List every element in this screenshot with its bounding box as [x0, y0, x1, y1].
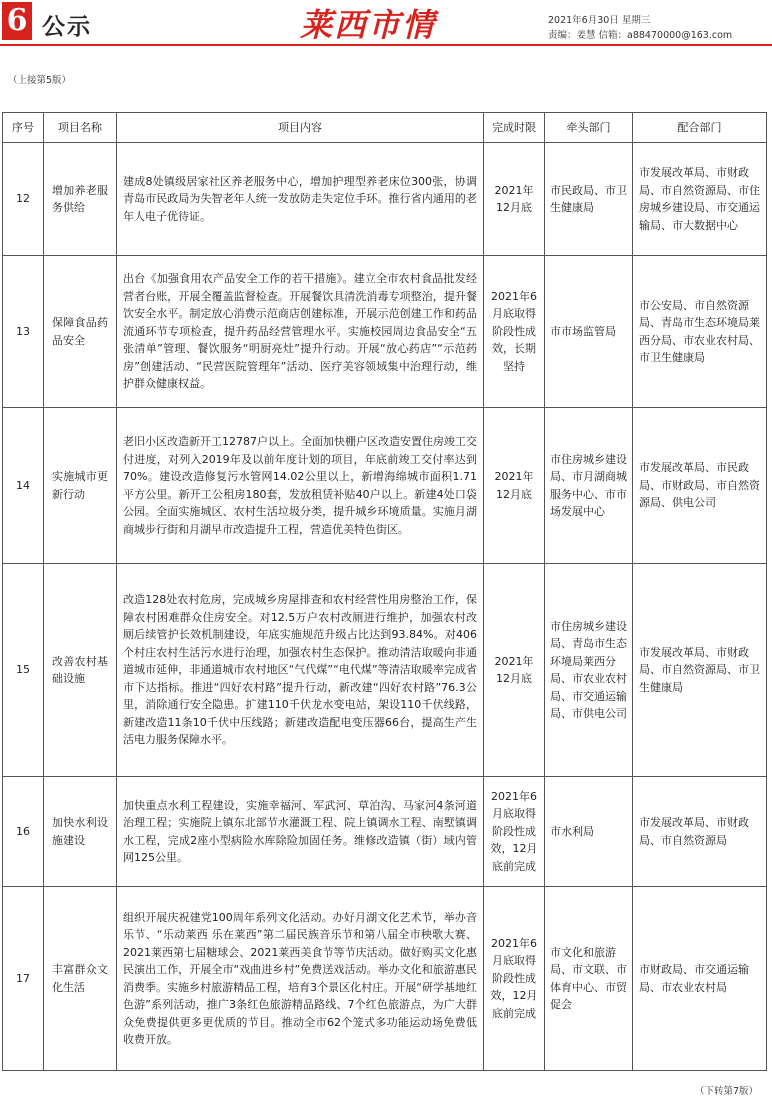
header-content: 项目内容: [117, 113, 484, 143]
table-row: [3, 256, 767, 408]
deadline: 2021年12月底: [484, 408, 545, 564]
header-deadline: 完成时限: [484, 113, 545, 143]
project-name: 改善农村基础设施: [44, 564, 117, 777]
deadline: 2021年12月底: [484, 564, 545, 777]
lead-department: 市文化和旅游局、市文联、市体育中心、市贸促会: [545, 887, 633, 1071]
lead-department: 市住房城乡建设局、青岛市生态环境局莱西分局、市农业农村局、市交通运输局、市供电公司: [545, 564, 633, 777]
cooperating-departments: 市发展改革局、市财政局、市自然资源局、市卫生健康局: [633, 564, 767, 777]
table-row: [3, 408, 767, 564]
cooperating-departments: 市发展改革局、市财政局、市自然资源局、市住房城乡建设局、市交通运输局、市大数据中心: [633, 143, 767, 256]
project-content: 组织开展庆祝建党100周年系列文化活动。办好月湖文化艺术节，举办音乐节、“乐动莱西 乐在莱西”第二届民族音乐节和第八届全市秧歌大赛、2021莱西第七届糖球会、2021莱西美食节等节庆活动。做好购买文化惠民演出工作，开展全市“戏曲进乡村”免费送戏活动。举办文化和旅游惠民消费季。实施乡村旅游精品工程，培育3个景区化村庄。开展“研学基地红色游”系列活动，推广3条红色旅游精品路线、7个红色旅游点，为广大群众免费提供更多更优质的节目。推动全市62个笼式多功能运动场免费低收费开放。: [117, 887, 484, 1071]
continued-from-note: （上接第5版）: [8, 75, 72, 86]
lead-department: 市水利局: [545, 777, 633, 887]
page-number: 6: [2, 2, 32, 40]
table-row: [3, 143, 767, 256]
cooperating-departments: 市发展改革局、市财政局、市自然资源局: [633, 777, 767, 887]
cooperating-departments: 市公安局、市自然资源局、青岛市生态环境局莱西分局、市农业农村局、市卫生健康局: [633, 256, 767, 408]
project-content: 出台《加强食用农产品安全工作的若干措施》。建立全市农村食品批发经营者台账，开展全覆盖监督检查。开展餐饮具清洗消毒专项整治，提升餐饮安全水平。制定放心消费示范商店创建标准，开展示范创建工作和药品流通环节专项检查，提升药品经营管理水平。实施校园周边食品安全“五张清单”管理、餐饮服务“明厨亮灶”提升行动。开展“放心药店”“示范药房”创建活动、“民营医院管理年”活动、医疗美容领域集中治理行动，维护群众健康权益。: [117, 256, 484, 408]
lead-department: 市民政局、市卫生健康局: [545, 143, 633, 256]
row-number: 15: [3, 564, 44, 777]
cooperating-departments: 市财政局、市交通运输局、市农业农村局: [633, 887, 767, 1071]
deadline: 2021年6月底取得阶段性成效，12月底前完成: [484, 777, 545, 887]
cooperating-departments: 市发展改革局、市民政局、市财政局、市自然资源局、供电公司: [633, 408, 767, 564]
row-number: 17: [3, 887, 44, 1071]
header-no: 序号: [3, 113, 44, 143]
header-rule: [0, 44, 772, 46]
header-coop: 配合部门: [633, 113, 767, 143]
project-content: 建成8处镇级居家社区养老服务中心，增加护理型养老床位300张，协调青岛市民政局为失智老年人统一发放防走失定位手环。推行省内通用的老年人电子优待证。: [117, 143, 484, 256]
project-name: 保障食品药品安全: [44, 256, 117, 408]
row-number: 13: [3, 256, 44, 408]
masthead-logo: 莱西市情: [300, 6, 437, 44]
section-title: 公示: [42, 14, 92, 40]
row-number: 16: [3, 777, 44, 887]
table-row: [3, 564, 767, 777]
continued-to-note: （下转第7版）: [694, 1086, 758, 1097]
table-row: [3, 777, 767, 887]
deadline: 2021年6月底取得阶段性成效，长期坚持: [484, 256, 545, 408]
deadline: 2021年6月底取得阶段性成效，12月底前完成: [484, 887, 545, 1071]
project-name: 丰富群众文化生活: [44, 887, 117, 1071]
lead-department: 市市场监管局: [545, 256, 633, 408]
header-name: 项目名称: [44, 113, 117, 143]
project-content: 加快重点水利工程建设，实施幸福河、军武河、草泊沟、马家河4条河道治理工程；实施院上镇东北部节水灌溉工程、院上镇调水工程、南墅镇调水工程，完成2座小型病险水库除险加固任务。维修改造镇（街）域内管网125公里。: [117, 777, 484, 887]
row-number: 14: [3, 408, 44, 564]
project-table: [2, 112, 767, 1071]
deadline: 2021年12月底: [484, 143, 545, 256]
table-header-row: [3, 113, 767, 143]
table-row: [3, 887, 767, 1071]
editor-line: 责编：姜慧 信箱：a88470000@163.com: [548, 30, 733, 41]
page-header: [0, 0, 772, 44]
row-number: 12: [3, 143, 44, 256]
project-name: 实施城市更新行动: [44, 408, 117, 564]
project-name: 加快水利设施建设: [44, 777, 117, 887]
header-lead: 牵头部门: [545, 113, 633, 143]
project-name: 增加养老服务供给: [44, 143, 117, 256]
lead-department: 市住房城乡建设局、市月湖商城服务中心、市市场发展中心: [545, 408, 633, 564]
date-line: 2021年6月30日 星期三: [548, 15, 651, 26]
project-content: 老旧小区改造新开工12787户以上。全面加快棚户区改造安置住房竣工交付进度，对列入2019年及以前年度计划的项目，年底前竣工交付率达到70%。建设改造修复污水管网14.02公里以上，新增海绵城市面积1.71平方公里。新开工公租房180套，发放租赁补贴40户以上。新建4处口袋公园。全面实施城区、农村生活垃圾分类，提升城乡环境质量。实施月湖商城步行街和月湖早市改造提升工程，营造优美特色街区。: [117, 408, 484, 564]
project-content: 改造128处农村危房，完成城乡房屋排查和农村经营性用房整治工作，保障农村困难群众住房安全。对12.5万户农村改厕进行维护，加强农村改厕后续管护长效机制建设，年底实施规范升级占比达到93.84%。对406个村庄农村生活污水进行治理，加强农村生态保护。推动清洁取暖向非通道城市延伸，非通道城市农村地区“气代煤”“电代煤”等清洁取暖率完成省市下达指标。推进“四好农村路”提升行动，新改建“四好农村路”76.3公里，消除通行安全隐患。扩建110千伏龙水变电站，架设110千伏线路，新建改造11条10千伏中压线路；新建改造配电变压器66台，提高生产生活电力服务保障水平。: [117, 564, 484, 777]
